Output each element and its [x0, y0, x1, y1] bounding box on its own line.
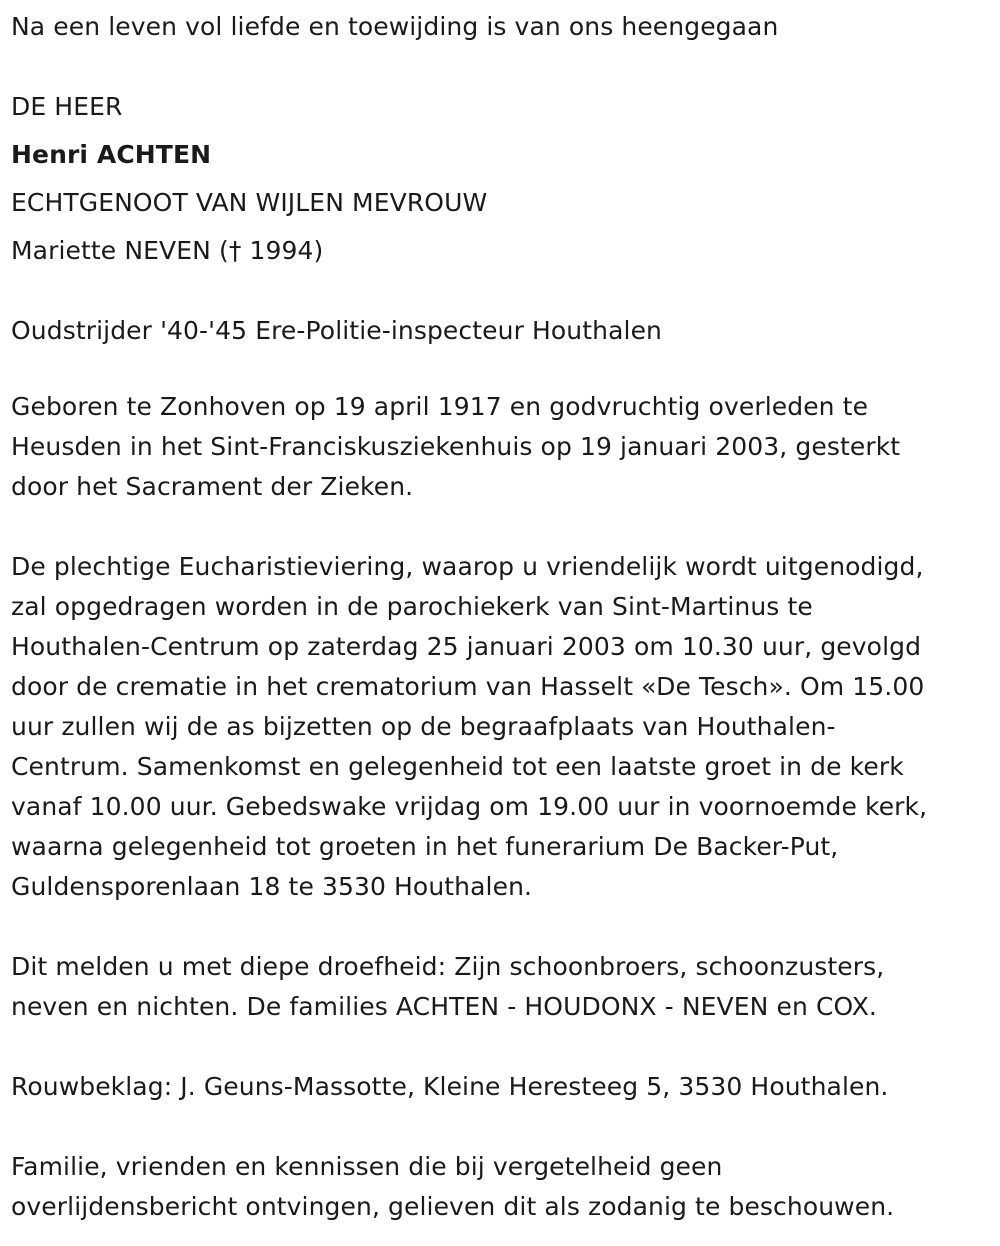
- death-notice: [11, 3, 996, 1227]
- paragraph-line: vanaf 10.00 uur. Gebedswake vrijdag om 19.00 uur in voornoemde kerk,: [11, 792, 928, 821]
- paragraph-line: overlijdensbericht ontvingen, gelieven dit als zodanig te beschouwen.: [11, 1192, 895, 1221]
- salutation: DE HEER: [11, 92, 123, 121]
- paragraph-line: Familie, vrienden en kennissen die bij vergetelheid geen: [11, 1152, 723, 1181]
- paragraph-line: Dit melden u met diepe droefheid: Zijn schoonbroers, schoonzusters,: [11, 952, 885, 981]
- honors-line: Oudstrijder '40-'45 Ere-Politie-inspecteur Houthalen: [11, 316, 662, 345]
- spouse-name: Mariette NEVEN (: [11, 236, 229, 265]
- spouse-title: ECHTGENOOT VAN WIJLEN MEVROUW: [11, 188, 488, 217]
- cross-icon: †: [228, 236, 242, 265]
- paragraph-line: Rouwbeklag: J. Geuns-Massotte, Kleine Heresteeg 5, 3530 Houthalen.: [11, 1072, 889, 1101]
- spacer: [11, 355, 996, 387]
- spacer: [11, 507, 996, 547]
- paragraph-line: neven en nichten. De families ACHTEN - HOUDONX - NEVEN en COX.: [11, 992, 877, 1021]
- closing-paragraph: [11, 1147, 996, 1227]
- paragraph-line: Houthalen-Centrum op zaterdag 25 januari 2003 om 10.30 uur, gevolgd: [11, 632, 922, 661]
- paragraph-line: De plechtige Eucharistieviering, waarop u vriendelijk wordt uitgenodigd,: [11, 552, 924, 581]
- condolences-paragraph: [11, 1067, 996, 1107]
- paragraph-line: Guldensporenlaan 18 te 3530 Houthalen.: [11, 872, 533, 901]
- ceremony-paragraph: [11, 547, 996, 907]
- spacer: [11, 1107, 996, 1147]
- family-paragraph: [11, 947, 996, 1027]
- spacer: [11, 1027, 996, 1067]
- paragraph-line: zal opgedragen worden in de parochiekerk van Sint-Martinus te: [11, 592, 813, 621]
- spouse-line: [11, 227, 996, 275]
- title-block: [11, 83, 996, 275]
- paragraph-line: waarna gelegenheid tot groeten in het funerarium De Backer-Put,: [11, 832, 839, 861]
- spacer: [11, 51, 996, 83]
- paragraph-line: Centrum. Samenkomst en gelegenheid tot een laatste groet in de kerk: [11, 752, 904, 781]
- intro-line: Na een leven vol liefde en toewijding is van ons heengegaan: [11, 12, 779, 41]
- spouse-year: 1994): [241, 236, 324, 265]
- deceased-name: Henri ACHTEN: [11, 140, 212, 169]
- paragraph-line: Heusden in het Sint-Franciskusziekenhuis op 19 januari 2003, gesterkt: [11, 432, 901, 461]
- paragraph-line: Geboren te Zonhoven op 19 april 1917 en godvruchtig overleden te: [11, 392, 869, 421]
- paragraph-line: door de crematie in het crematorium van Hasselt «De Tesch». Om 15.00: [11, 672, 925, 701]
- paragraph-line: uur zullen wij de as bijzetten op de begraafplaats van Houthalen-: [11, 712, 836, 741]
- paragraph-line: door het Sacrament der Zieken.: [11, 472, 414, 501]
- spacer: [11, 275, 996, 307]
- spacer: [11, 907, 996, 947]
- birth-death-paragraph: [11, 387, 996, 507]
